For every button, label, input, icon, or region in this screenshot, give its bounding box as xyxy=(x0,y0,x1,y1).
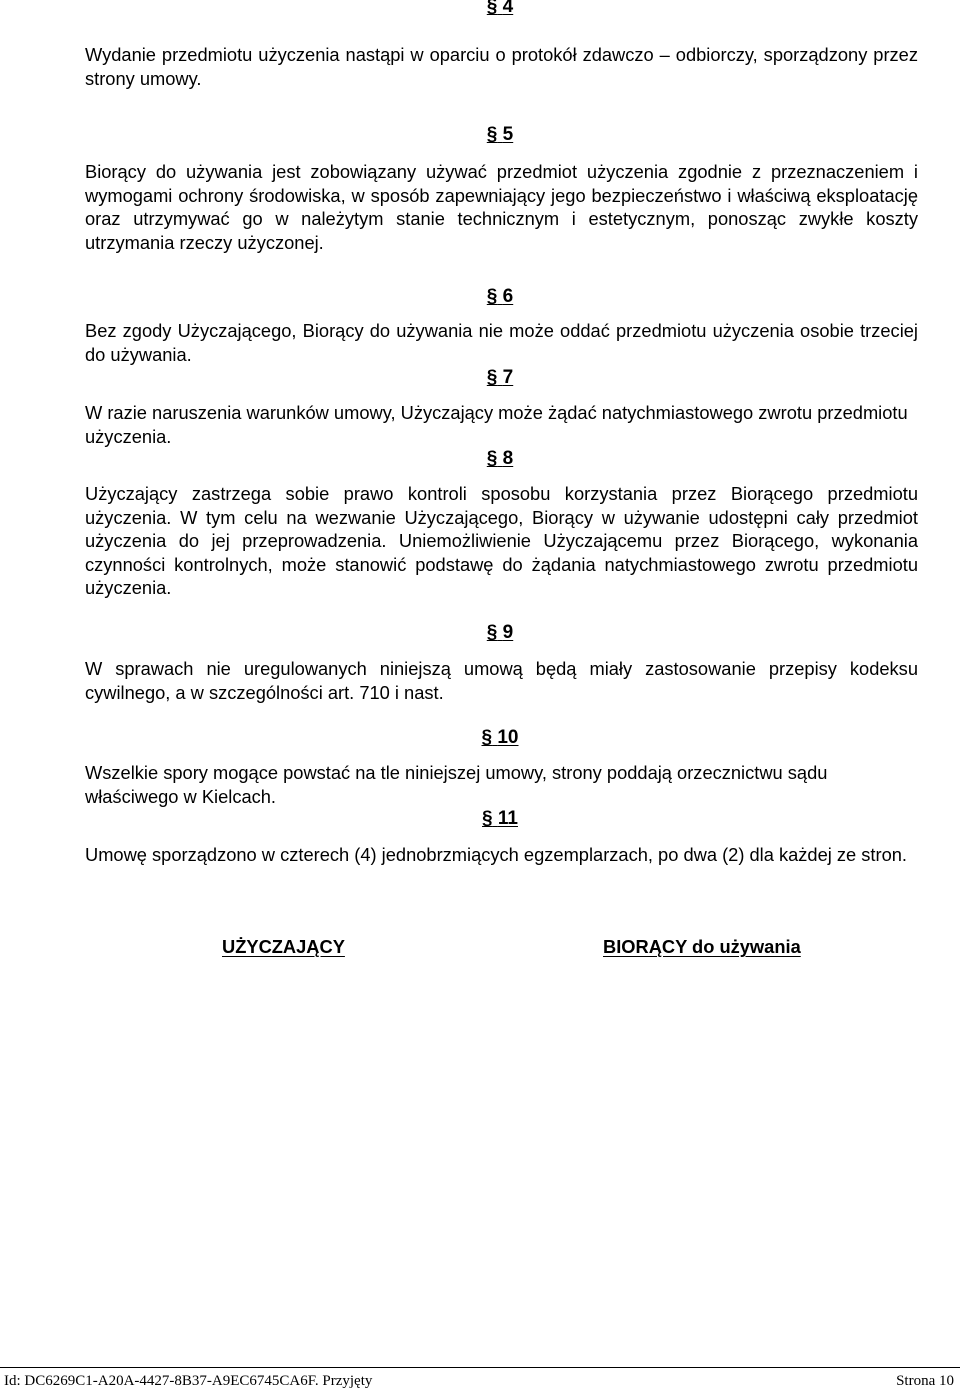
paragraph-10: Wszelkie spory mogące powstać na tle niniejszej umowy, strony poddają orzecznictwu sądu właściwego w Kielcach. xyxy=(85,762,828,807)
footer-divider xyxy=(0,1367,960,1368)
section-number: 7 xyxy=(502,367,514,388)
section-number: 5 xyxy=(502,124,514,145)
section-mark: § xyxy=(486,367,498,388)
section-mark: § xyxy=(486,0,498,17)
section-mark: § xyxy=(482,808,493,829)
section-mark: § xyxy=(486,622,498,643)
section-heading-9 xyxy=(0,622,960,644)
section-number: 6 xyxy=(502,286,514,307)
section-number: 8 xyxy=(502,448,514,469)
paragraph-4: Wydanie przedmiotu użyczenia nastąpi w oparciu o protokół zdawczo – odbiorczy, sporządzony przez strony umowy. xyxy=(85,44,918,89)
paragraph-5: Biorący do używania jest zobowiązany używać przedmiot użyczenia zgodnie z przeznaczeniem i wymogami ochrony środowiska, w sposób zapewniający jego bezpieczeństwo i właściwą eksploatację oraz utrzymywać go w należytym stanie technicznym i estetycznym, ponosząc zwykłe koszty utrzymania rzeczy użyczonej. xyxy=(85,161,918,253)
section-number: 10 xyxy=(497,727,519,748)
signature-borrower: BIORĄCY do używania xyxy=(603,936,801,957)
footer-document-id: Id: DC6269C1-A20A-4427-8B37-A9EC6745CA6F. Przyjęty xyxy=(4,1373,373,1389)
section-number: 4 xyxy=(502,0,514,17)
section-number: 9 xyxy=(502,622,514,643)
section-heading-10 xyxy=(0,727,960,749)
footer-page-number: Strona 10 xyxy=(896,1373,954,1389)
section-heading-4 xyxy=(0,0,960,18)
section-number: 11 xyxy=(497,808,518,829)
paragraph-6: Bez zgody Użyczającego, Biorący do używania nie może oddać przedmiotu użyczenia osobie trzeciej do używania. xyxy=(85,320,918,365)
paragraph-11: Umowę sporządzono w czterech (4) jednobrzmiących egzemplarzach, po dwa (2) dla każdej ze stron. xyxy=(85,844,908,865)
section-heading-8 xyxy=(0,448,960,470)
section-mark: § xyxy=(486,124,498,145)
paragraph-8: Użyczający zastrzega sobie prawo kontroli sposobu korzystania przez Biorącego przedmiotu użyczenia. W tym celu na wezwanie Użyczającego, Biorący w używanie udostępni cały przedmiot użyczenia do jej przeprowadzenia. Uniemożliwienie Użyczającemu przez Biorącego, wykonania czynności kontrolnych, może stanowić podstawę do żądania natychmiastowego zwrotu przedmiotu użyczenia. xyxy=(85,483,918,598)
section-mark: § xyxy=(486,448,498,469)
section-mark: § xyxy=(486,286,498,307)
signature-lender: UŻYCZAJĄCY xyxy=(222,936,345,957)
section-heading-6 xyxy=(0,286,960,308)
section-heading-11 xyxy=(0,808,960,830)
section-heading-5 xyxy=(0,124,960,146)
section-mark: § xyxy=(481,727,493,748)
section-heading-7 xyxy=(0,367,960,389)
paragraph-7: W razie naruszenia warunków umowy, Użyczający może żądać natychmiastowego zwrotu przedmiotu użyczenia. xyxy=(85,402,908,447)
paragraph-9: W sprawach nie uregulowanych niniejszą umową będą miały zastosowanie przepisy kodeksu cywilnego, a w szczególności art. 710 i nast. xyxy=(85,658,918,703)
